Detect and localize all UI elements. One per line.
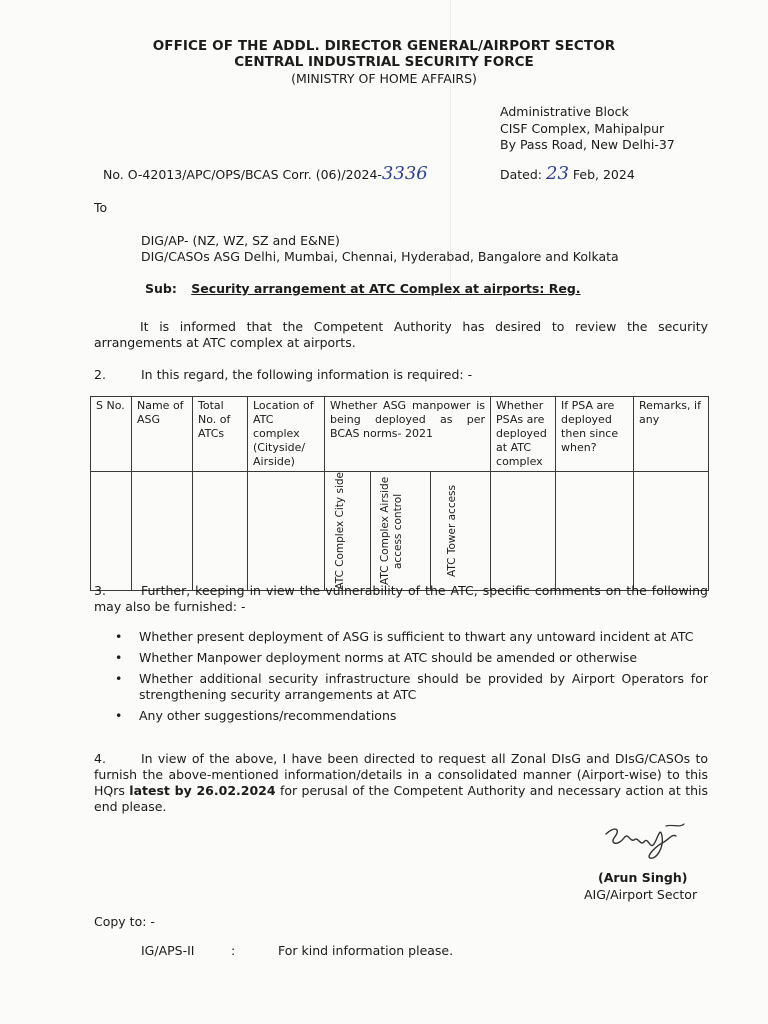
table-subheader-row <box>91 472 709 591</box>
handwritten-signature <box>600 816 695 866</box>
bullet-icon: • <box>115 671 123 686</box>
table-empty-cell <box>132 472 193 591</box>
bullet-icon: • <box>115 650 123 665</box>
paragraph-4 <box>94 751 708 815</box>
list-item <box>113 629 708 645</box>
table-empty-cell <box>634 472 709 591</box>
table-empty-cell <box>491 472 556 591</box>
recipient-line: DIG/AP- (NZ, WZ, SZ and E&NE) <box>141 233 340 248</box>
subject-text: Security arrangement at ATC Complex at airports: Reg. <box>191 281 581 296</box>
subject-label: Sub: <box>145 281 177 296</box>
table-header-cell: If PSA are deployed then since when? <box>556 397 634 472</box>
address-line: Administrative Block <box>500 104 629 119</box>
table-empty-cell <box>193 472 248 591</box>
paragraph-1: It is informed that the Competent Authority has desired to review the security arrangements at ATC complex at airports. <box>94 319 708 350</box>
bullet-icon: • <box>115 708 123 723</box>
subject-line <box>145 281 581 297</box>
table-header-cell: Remarks, if any <box>634 397 709 472</box>
table-header-cell: S No. <box>91 397 132 472</box>
table-header-cell: Whether PSAs are deployed at ATC complex <box>491 397 556 472</box>
address-block <box>500 104 675 154</box>
paragraph-3-number: 3. <box>94 583 106 598</box>
copy-note: For kind information please. <box>278 943 454 958</box>
table-header-cell: Location of ATC complex (Cityside/ Airside) <box>248 397 325 472</box>
table-subheader-cell <box>371 472 431 591</box>
organization-name: CENTRAL INDUSTRIAL SECURITY FORCE <box>234 54 534 70</box>
table-header-cell: Total No. of ATCs <box>193 397 248 472</box>
handwritten-day: 23 <box>546 163 569 184</box>
reference-number <box>103 163 428 184</box>
handwritten-dispatch-number: 3336 <box>381 163 428 184</box>
paragraph-2-number: 2. <box>94 367 106 382</box>
subheader-text: ATC Complex Airside access control <box>378 476 404 586</box>
table-header-cell: Name of ASG <box>132 397 193 472</box>
paragraph-4-text-end: for perusal of the Competent Authority and necessary action at this end please. <box>94 783 709 814</box>
comments-list <box>113 629 708 729</box>
signatory-name: (Arun Singh) <box>598 870 688 885</box>
table-empty-cell <box>91 472 132 591</box>
copy-separator: : <box>231 943 236 958</box>
list-item <box>113 650 708 666</box>
signatory-designation: AIG/Airport Sector <box>584 887 698 902</box>
reference-number-text: No. O-42013/APC/OPS/BCAS Corr. (06)/2024- <box>103 167 382 182</box>
table-subheader-cell <box>431 472 491 591</box>
dated-month-year: Feb, 2024 <box>572 167 635 182</box>
table-header-cell: Whether ASG manpower is being deployed as per BCAS norms- 2021 <box>325 397 491 472</box>
recipient-line: DIG/CASOs ASG Delhi, Mumbai, Chennai, Hyderabad, Bangalore and Kolkata <box>141 249 619 264</box>
address-line: CISF Complex, Mahipalpur <box>500 120 665 136</box>
copy-to-label: Copy to: - <box>94 914 155 929</box>
list-item-text: Any other suggestions/recommendations <box>139 708 397 723</box>
paragraph-3 <box>94 583 708 615</box>
list-item-text: Whether Manpower deployment norms at ATC should be amended or otherwise <box>139 650 638 665</box>
list-item-text: Whether present deployment of ASG is sufficient to thwart any untoward incident at ATC <box>139 629 694 644</box>
paragraph-3-text: Further, keeping in view the vulnerability of the ATC, specific comments on the following may also be furnished: - <box>94 583 708 614</box>
list-item-text: Whether additional security infrastructure should be provided by Airport Operators for strengthening security arrangements at ATC <box>139 671 708 702</box>
office-title: OFFICE OF THE ADDL. DIRECTOR GENERAL/AIRPORT SECTOR <box>152 38 616 54</box>
to-label: To <box>94 200 108 215</box>
letter-date <box>500 163 635 184</box>
subheader-text: ATC Tower access <box>445 485 458 577</box>
table-header-row <box>91 397 709 472</box>
address-line: By Pass Road, New Delhi-37 <box>500 137 675 152</box>
table-empty-cell <box>556 472 634 591</box>
table-subheader-cell <box>325 472 371 591</box>
copy-recipient: IG/APS-II <box>141 943 195 958</box>
information-table <box>90 396 709 591</box>
ministry-name: (MINISTRY OF HOME AFFAIRS) <box>291 71 477 86</box>
paragraph-4-text: In view of the above, I have been directed to request all Zonal DIsG and DIsG/CASOs to furnish the above-mentioned information/details in a consolidated manner (Airport-wise) to this HQrs <box>94 751 708 798</box>
table-empty-cell <box>248 472 325 591</box>
dated-label: Dated: <box>500 167 543 182</box>
subheader-text: ATC Complex City side <box>333 472 346 590</box>
list-item <box>113 708 708 724</box>
list-item <box>113 671 708 703</box>
paragraph-4-number: 4. <box>94 751 106 766</box>
deadline-text: latest by 26.02.2024 <box>129 783 276 798</box>
bullet-icon: • <box>115 629 123 644</box>
paragraph-2: In this regard, the following information is required: - <box>141 367 473 382</box>
